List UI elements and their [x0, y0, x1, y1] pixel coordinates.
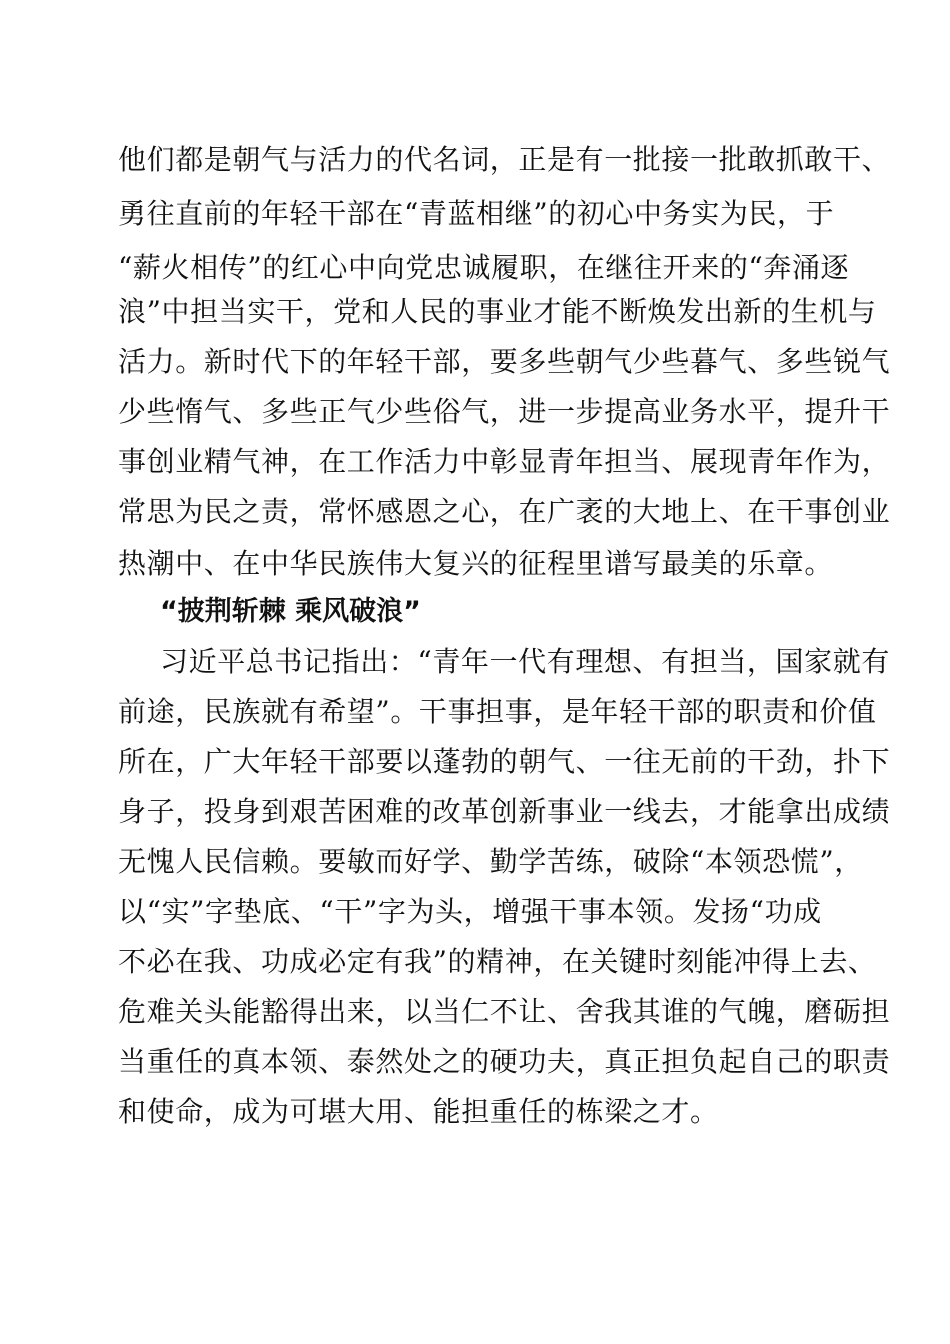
- text-line: 不必在我、功成必定有我”的精神，在关键时刻能冲得上去、: [118, 945, 877, 978]
- text-line: 少些惰气、多些正气少些俗气，进一步提高业务水平，提升干: [118, 395, 891, 428]
- text-line: 以“实”字垫底、“干”字为头，增强干事本领。发扬“功成: [118, 895, 822, 928]
- text-line: 事创业精气神，在工作活力中彰显青年担当、展现青年作为，: [118, 445, 891, 478]
- text-line: 所在，广大年轻干部要以蓬勃的朝气、一往无前的干劲，扑下: [118, 745, 891, 778]
- text-line: 勇往直前的年轻干部在“青蓝相继”的初心中务实为民，于: [118, 197, 835, 230]
- text-line: 习近平总书记指出：“青年一代有理想、有担当，国家就有: [160, 645, 890, 678]
- text-line: 活力。新时代下的年轻干部，要多些朝气少些暮气、多些锐气: [118, 345, 891, 378]
- section-heading: “披荆斩棘 乘风破浪”: [160, 596, 421, 627]
- text-line: 身子，投身到艰苦困难的改革创新事业一线去，才能拿出成绩: [118, 795, 891, 828]
- text-line: 浪”中担当实干，党和人民的事业才能不断焕发出新的生机与: [118, 295, 877, 328]
- text-line: 前途，民族就有希望”。干事担事，是年轻干部的职责和价值: [118, 695, 877, 728]
- text-line: 无愧人民信赖。要敏而好学、勤学苦练，破除“本领恐慌”，: [118, 845, 863, 878]
- text-line: 危难关头能豁得出来，以当仁不让、舍我其谁的气魄，磨砺担: [118, 995, 891, 1028]
- text-line: 和使命，成为可堪大用、能担重任的栋梁之才。: [118, 1095, 719, 1128]
- text-line: 当重任的真本领、泰然处之的硬功夫，真正担负起自己的职责: [118, 1045, 891, 1078]
- text-line: 常思为民之责，常怀感恩之心，在广袤的大地上、在干事创业: [118, 495, 891, 528]
- text-line: “薪火相传”的红心中向党忠诚履职，在继往开来的“奔涌逐: [118, 251, 850, 284]
- text-line: 热潮中、在中华民族伟大复兴的征程里谱写最美的乐章。: [118, 547, 834, 580]
- text-line: 他们都是朝气与活力的代名词，正是有一批接一批敢抓敢干、: [118, 143, 891, 176]
